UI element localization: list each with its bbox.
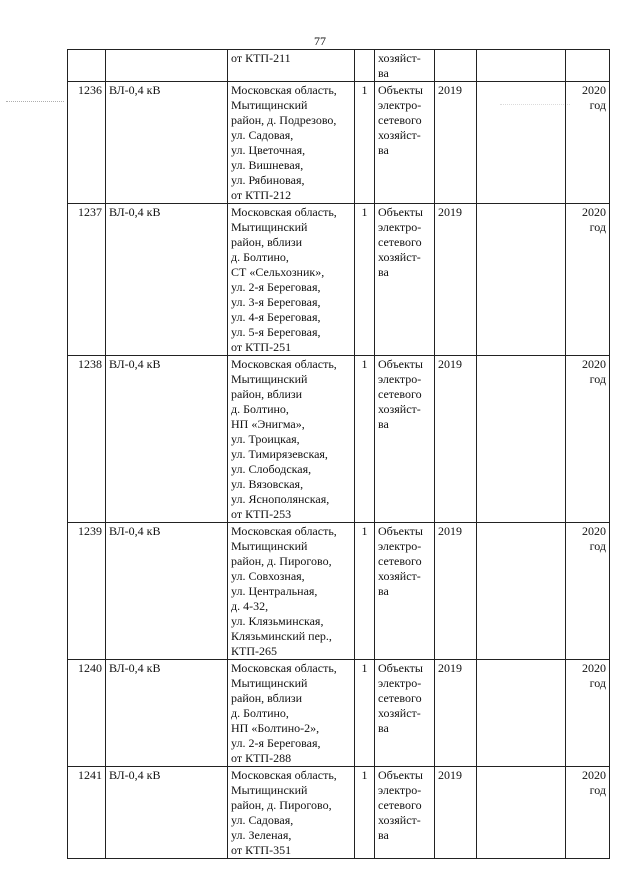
cell-end-year: [566, 523, 610, 660]
cell-purpose-line: хозяйст-: [378, 402, 421, 416]
cell-address-line: Мытищинский: [231, 676, 308, 690]
cell-address: [228, 660, 355, 767]
cell-purpose-line: ва: [378, 721, 389, 735]
cell-purpose-line: электро-: [378, 676, 422, 690]
cell-purpose-line: электро-: [378, 539, 422, 553]
cell-quantity: 1: [355, 82, 375, 204]
table-row: [68, 660, 610, 767]
scan-artifact: [6, 101, 64, 103]
cell-end-year-line: год: [589, 98, 606, 112]
cell-address-line: ул. Центральная,: [231, 584, 318, 598]
cell-quantity: 1: [355, 204, 375, 356]
cell-address-line: район, д. Пирогово,: [231, 798, 332, 812]
cell-address: [228, 82, 355, 204]
cell-address: [228, 204, 355, 356]
cell-start-year: 2019: [435, 767, 477, 859]
cell-number: 1241: [68, 767, 106, 859]
cell-blank: [477, 523, 566, 660]
cell-address-line: ул. 2-я Береговая,: [231, 280, 321, 294]
cell-address-line: район, д. Подрезово,: [231, 113, 337, 127]
cell-number: 1236: [68, 82, 106, 204]
cell-address-line: от КТП-351: [231, 843, 292, 857]
cell-end-year-line: 2020: [582, 205, 606, 219]
cell-purpose: [375, 523, 435, 660]
cell-purpose-line: хозяйст-: [378, 813, 421, 827]
cell-address-line: от КТП-211: [231, 51, 291, 65]
cell-end-year: [566, 50, 610, 82]
cell-address-line: д. Болтино,: [231, 402, 289, 416]
cell-address: [228, 767, 355, 859]
cell-address-line: ул. Садовая,: [231, 128, 294, 142]
cell-purpose-line: электро-: [378, 98, 422, 112]
cell-purpose-line: электро-: [378, 220, 422, 234]
cell-purpose-line: хозяйст-: [378, 250, 421, 264]
cell-address-line: Мытищинский: [231, 539, 308, 553]
cell-purpose: [375, 356, 435, 523]
cell-purpose-line: сетевого: [378, 798, 422, 812]
cell-purpose-line: электро-: [378, 783, 422, 797]
cell-end-year-line: 2020: [582, 357, 606, 371]
cell-address-line: ул. 3-я Береговая,: [231, 295, 321, 309]
cell-number: 1240: [68, 660, 106, 767]
cell-address-line: Московская область,: [231, 205, 337, 219]
cell-number: 1238: [68, 356, 106, 523]
cell-blank: [477, 660, 566, 767]
cell-purpose-line: Объекты: [378, 83, 423, 97]
cell-quantity: 1: [355, 356, 375, 523]
cell-start-year: 2019: [435, 660, 477, 767]
table-row: [68, 82, 610, 204]
cell-address-line: Клязьминский пер.,: [231, 629, 332, 643]
cell-address-line: ул. Совхозная,: [231, 569, 305, 583]
cell-address-line: от КТП-288: [231, 751, 292, 765]
cell-address-line: район, вблизи: [231, 691, 303, 705]
cell-address-line: район, вблизи: [231, 387, 303, 401]
cell-blank: [477, 50, 566, 82]
cell-address-line: Мытищинский: [231, 98, 308, 112]
cell-type: ВЛ-0,4 кВ: [106, 523, 228, 660]
page-number: 77: [314, 34, 326, 48]
cell-end-year-line: 2020: [582, 661, 606, 675]
cell-purpose: [375, 50, 435, 82]
cell-end-year: [566, 767, 610, 859]
cell-purpose-line: электро-: [378, 372, 422, 386]
cell-blank: [477, 204, 566, 356]
cell-start-year: 2019: [435, 82, 477, 204]
cell-start-year: [435, 50, 477, 82]
cell-purpose-line: Объекты: [378, 768, 423, 782]
cell-type: [106, 50, 228, 82]
cell-address-line: Московская область,: [231, 768, 337, 782]
cell-purpose: [375, 204, 435, 356]
cell-end-year-line: год: [589, 676, 606, 690]
cell-address-line: ул. 5-я Береговая,: [231, 325, 321, 339]
cell-address-line: Московская область,: [231, 357, 337, 371]
cell-address-line: ул. Садовая,: [231, 813, 294, 827]
cell-purpose-line: Объекты: [378, 357, 423, 371]
cell-end-year-line: год: [589, 539, 606, 553]
cell-purpose: [375, 767, 435, 859]
cell-end-year-line: год: [589, 783, 606, 797]
cell-purpose-line: ва: [378, 584, 389, 598]
cell-quantity: 1: [355, 660, 375, 767]
cell-purpose-line: хозяйст-: [378, 706, 421, 720]
cell-blank: [477, 356, 566, 523]
cell-start-year: 2019: [435, 204, 477, 356]
cell-address-line: ул. Вязовская,: [231, 477, 304, 491]
cell-address-line: ул. Яснополянская,: [231, 492, 330, 506]
cell-address-line: ул. 2-я Береговая,: [231, 736, 321, 750]
table-row: [68, 356, 610, 523]
cell-purpose-line: сетевого: [378, 387, 422, 401]
cell-end-year-line: 2020: [582, 524, 606, 538]
cell-address-line: ул. Цветочная,: [231, 143, 306, 157]
cell-purpose-line: ва: [378, 828, 389, 842]
register-table: [67, 49, 610, 859]
cell-purpose-line: ва: [378, 265, 389, 279]
cell-address-line: НП «Энигма»,: [231, 417, 305, 431]
cell-address: [228, 50, 355, 82]
cell-number: 1237: [68, 204, 106, 356]
cell-end-year-line: год: [589, 220, 606, 234]
table-row: [68, 204, 610, 356]
cell-address-line: ул. Тимирязевская,: [231, 447, 328, 461]
cell-type: ВЛ-0,4 кВ: [106, 82, 228, 204]
cell-purpose-line: сетевого: [378, 113, 422, 127]
cell-address-line: ул. Клязьминская,: [231, 614, 324, 628]
cell-quantity: 1: [355, 523, 375, 660]
cell-purpose-line: хозяйст-: [378, 128, 421, 142]
cell-address-line: Мытищинский: [231, 220, 308, 234]
cell-address-line: Московская область,: [231, 661, 337, 675]
cell-address-line: ул. Троицкая,: [231, 432, 300, 446]
cell-end-year: [566, 356, 610, 523]
cell-address: [228, 356, 355, 523]
cell-address-line: Мытищинский: [231, 783, 308, 797]
cell-purpose-line: хозяйст-: [378, 569, 421, 583]
cell-address-line: НП «Болтино-2»,: [231, 721, 320, 735]
cell-address-line: Мытищинский: [231, 372, 308, 386]
cell-purpose-line: ва: [378, 66, 389, 80]
cell-address-line: ул. Зеленая,: [231, 828, 292, 842]
cell-purpose-line: сетевого: [378, 554, 422, 568]
cell-address-line: от КТП-251: [231, 340, 292, 354]
cell-address-line: ул. Рябиновая,: [231, 173, 305, 187]
cell-address-line: Московская область,: [231, 83, 337, 97]
cell-purpose: [375, 82, 435, 204]
cell-blank: [477, 82, 566, 204]
cell-end-year-line: год: [589, 372, 606, 386]
cell-quantity: 1: [355, 767, 375, 859]
cell-quantity: [355, 50, 375, 82]
cell-purpose-line: сетевого: [378, 691, 422, 705]
cell-address-line: ул. 4-я Береговая,: [231, 310, 321, 324]
cell-address-line: от КТП-212: [231, 188, 292, 202]
cell-address-line: д. Болтино,: [231, 706, 289, 720]
cell-purpose-line: сетевого: [378, 235, 422, 249]
cell-end-year-line: 2020: [582, 768, 606, 782]
cell-type: ВЛ-0,4 кВ: [106, 204, 228, 356]
table-row: [68, 767, 610, 859]
cell-address-line: район, вблизи: [231, 235, 303, 249]
table-row-continued: [68, 50, 610, 82]
cell-purpose-line: ва: [378, 417, 389, 431]
cell-purpose-line: Объекты: [378, 524, 423, 538]
cell-address-line: район, д. Пирогово,: [231, 554, 332, 568]
table-body: [68, 50, 610, 859]
cell-start-year: 2019: [435, 523, 477, 660]
cell-address-line: Московская область,: [231, 524, 337, 538]
cell-purpose-line: Объекты: [378, 661, 423, 675]
cell-end-year-line: 2020: [582, 83, 606, 97]
cell-end-year: [566, 82, 610, 204]
cell-number: [68, 50, 106, 82]
cell-address: [228, 523, 355, 660]
cell-end-year: [566, 204, 610, 356]
cell-purpose: [375, 660, 435, 767]
cell-type: ВЛ-0,4 кВ: [106, 660, 228, 767]
cell-start-year: 2019: [435, 356, 477, 523]
cell-type: ВЛ-0,4 кВ: [106, 767, 228, 859]
cell-address-line: от КТП-253: [231, 507, 292, 521]
cell-address-line: ул. Слободская,: [231, 462, 312, 476]
cell-purpose-line: ва: [378, 143, 389, 157]
cell-address-line: ул. Вишневая,: [231, 158, 304, 172]
cell-purpose-line: Объекты: [378, 205, 423, 219]
table-row: [68, 523, 610, 660]
cell-end-year: [566, 660, 610, 767]
cell-blank: [477, 767, 566, 859]
cell-address-line: СТ «Сельхозник»,: [231, 265, 325, 279]
cell-number: 1239: [68, 523, 106, 660]
cell-address-line: д. 4-32,: [231, 599, 269, 613]
cell-address-line: КТП-265: [231, 644, 277, 658]
cell-type: ВЛ-0,4 кВ: [106, 356, 228, 523]
cell-address-line: д. Болтино,: [231, 250, 289, 264]
cell-purpose-line: хозяйст-: [378, 51, 421, 65]
